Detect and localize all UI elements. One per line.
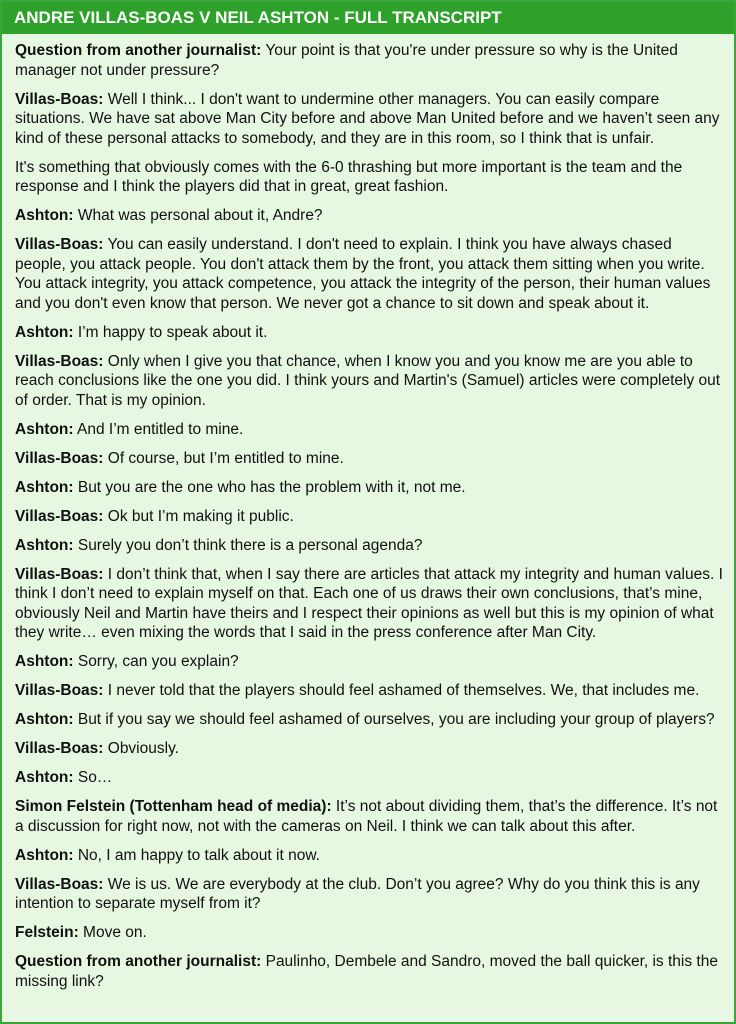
speaker-name: Ashton: <box>15 420 74 438</box>
transcript-paragraph <box>15 536 726 556</box>
transcript-paragraph <box>15 768 726 788</box>
utterance-text: I never told that the players should feel ashamed of themselves. We, that includes me. <box>103 682 700 699</box>
utterance-text: Ok but I’m making it public. <box>103 507 294 525</box>
transcript-title: ANDRE VILLAS-BOAS V NEIL ASHTON - FULL TRANSCRIPT <box>2 2 734 34</box>
speaker-name: Ashton: <box>15 846 74 864</box>
utterance-text: And I’m entitled to mine. <box>73 420 244 438</box>
speaker-name: Ashton: <box>15 769 74 786</box>
speaker-name: Ashton: <box>15 653 74 670</box>
speaker-name: Ashton: <box>15 323 74 341</box>
utterance-text: No, I am happy to talk about it now. <box>73 846 320 864</box>
utterance-text: Move on. <box>78 924 147 941</box>
utterance-text: Obviously. <box>103 740 179 757</box>
transcript-paragraph <box>15 478 726 498</box>
transcript-paragraph <box>15 875 726 914</box>
transcript-paragraph <box>15 158 726 197</box>
utterance-text: Well I think... I don't want to undermine other managers. You can easily compare situations. We have sat above Man City before and above Man United before and we haven’t seen any kind of these personal attacks to somebody, and they are in this room, so I think that is unfair. <box>15 90 720 147</box>
speaker-name: Ashton: <box>15 478 74 496</box>
speaker-name: Villas-Boas: <box>15 740 104 757</box>
transcript-paragraph <box>15 90 726 149</box>
transcript-paragraph <box>15 420 726 440</box>
speaker-name: Villas-Boas: <box>15 236 104 253</box>
transcript-paragraph <box>15 206 726 226</box>
transcript-paragraph <box>15 449 726 469</box>
transcript-paragraph <box>15 923 726 943</box>
utterance-text: We is us. We are everybody at the club. Don’t you agree? Why do you think this is any intention to separate myself from it? <box>15 875 700 912</box>
transcript-paragraph <box>15 952 726 991</box>
transcript-paragraph <box>15 846 726 866</box>
transcript-paragraph <box>15 352 726 411</box>
speaker-name: Villas-Boas: <box>15 565 104 583</box>
utterance-text: You can easily understand. I don't need to explain. I think you have always chased people, you attack people. You don't attack them by the front, you attack them sitting when you write. You attack integrity, you attack competence, you attack the integrity of the person, their human values and you don't even know that person. We never got a chance to sit down and speak about it. <box>15 236 711 312</box>
speaker-name: Simon Felstein (Tottenham head of media): <box>15 798 332 815</box>
speaker-name: Ashton: <box>15 207 74 224</box>
speaker-name: Question from another journalist: <box>15 42 262 59</box>
utterance-text: It's something that obviously comes with the 6-0 thrashing but more important is the team and the response and I think the players did that in great, great fashion. <box>15 158 683 195</box>
utterance-text: Of course, but I’m entitled to mine. <box>103 449 344 467</box>
speaker-name: Felstein: <box>15 924 79 941</box>
transcript-paragraph <box>15 565 726 643</box>
speaker-name: Villas-Boas: <box>15 875 104 893</box>
transcript-paragraph <box>15 681 726 701</box>
transcript-paragraph <box>15 507 726 527</box>
utterance-text: Your point is that you're under pressure so why is the United manager not under pressure? <box>15 42 678 79</box>
speaker-name: Ashton: <box>15 536 74 554</box>
utterance-text: So… <box>73 769 113 786</box>
utterance-text: Surely you don’t think there is a personal agenda? <box>73 536 423 554</box>
transcript-paragraph <box>15 710 726 730</box>
speaker-name: Villas-Boas: <box>15 449 104 467</box>
utterance-text: But you are the one who has the problem with it, not me. <box>73 478 466 496</box>
speaker-name: Ashton: <box>15 711 74 728</box>
speaker-name: Villas-Boas: <box>15 352 104 370</box>
utterance-text: I don’t think that, when I say there are articles that attack my integrity and human values. I think I don’t need to explain myself on that. Each one of us draws their own conclusions, that’s mine, obviously Neil and Martin have theirs and I respect their opinions as well but this is my opinion of what they write… even mixing the words that I said in the press conference after Man City. <box>15 565 723 641</box>
utterance-text: Only when I give you that chance, when I know you and you know me are you able to reach conclusions like the one you did. I think yours and Martin's (Samuel) articles were completely out of order. That is my opinion. <box>15 352 721 409</box>
speaker-name: Villas-Boas: <box>15 682 104 699</box>
transcript-paragraph <box>15 797 726 836</box>
utterance-text: Paulinho, Dembele and Sandro, moved the ball quicker, is this the missing link? <box>15 953 718 990</box>
utterance-text: Sorry, can you explain? <box>73 653 239 670</box>
utterance-text: I’m happy to speak about it. <box>73 323 268 341</box>
speaker-name: Villas-Boas: <box>15 90 104 108</box>
transcript-paragraph <box>15 41 726 80</box>
transcript-paragraph <box>15 739 726 759</box>
utterance-text: It’s not about dividing them, that’s the difference. It’s not a discussion for right now, not with the cameras on Neil. I think we can talk about this after. <box>15 798 718 835</box>
speaker-name: Question from another journalist: <box>15 953 262 970</box>
utterance-text: But if you say we should feel ashamed of ourselves, you are including your group of players? <box>73 711 715 728</box>
transcript-paragraph <box>15 652 726 672</box>
transcript-paragraph <box>15 235 726 313</box>
utterance-text: What was personal about it, Andre? <box>73 207 323 224</box>
transcript-paragraph <box>15 323 726 343</box>
speaker-name: Villas-Boas: <box>15 507 104 525</box>
transcript-body <box>2 34 734 991</box>
